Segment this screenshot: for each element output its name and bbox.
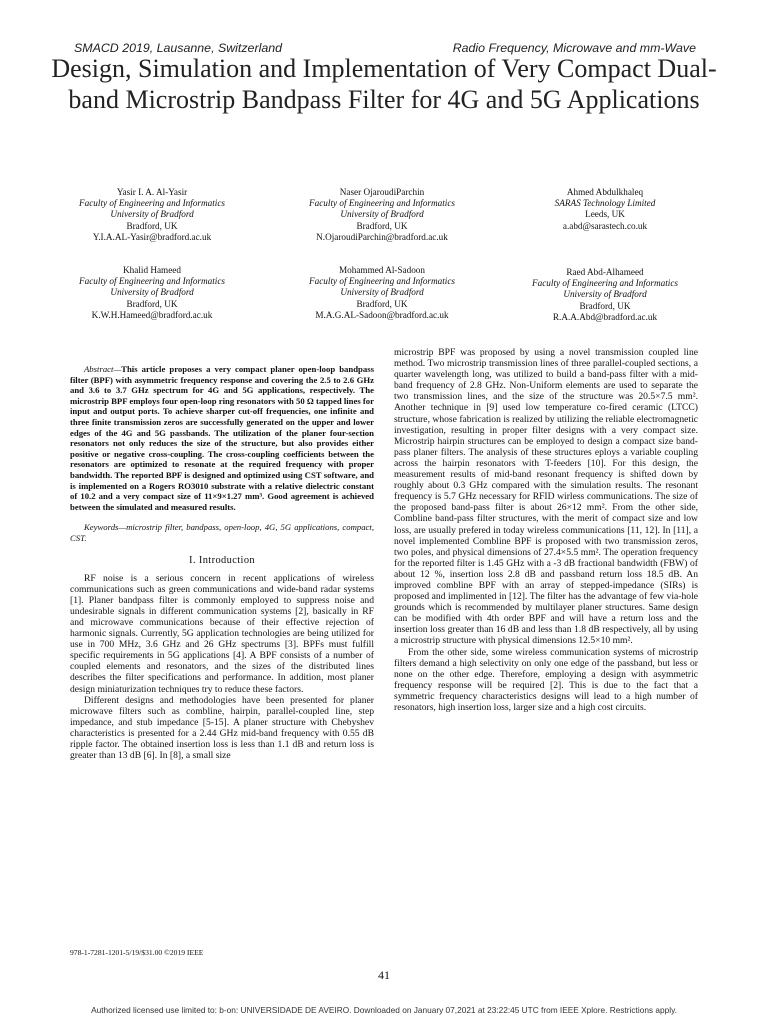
track-header: Radio Frequency, Microwave and mm-Wave xyxy=(452,41,696,55)
author-block xyxy=(282,187,482,243)
license-footer: Authorized licensed use limited to: b-on: UNIVERSIDADE DE AVEIRO. Downloaded on January 07,2021 at 23:22:45 UTC from IEEE Xplore. Restrictions apply. xyxy=(91,1005,677,1015)
author-affiliation: SARAS Technology Limited xyxy=(554,198,656,209)
author-org: University of Bradford xyxy=(340,287,424,298)
author-name: Yasir I. A. Al-Yasir xyxy=(116,187,188,197)
author-affiliation: Faculty of Engineering and Informatics xyxy=(79,276,225,287)
author-affiliation: Faculty of Engineering and Informatics xyxy=(79,198,225,209)
author-email: Y.I.A.AL-Yasir@bradford.ac.uk xyxy=(92,231,212,242)
author-location: Bradford, UK xyxy=(579,300,631,311)
abstract-lead: Abstract— xyxy=(84,364,122,374)
right-column xyxy=(394,347,698,713)
author-email: R.A.A.Abd@bradford.ac.uk xyxy=(552,311,658,322)
paragraph: Different designs and methodologies have been presented for planer microwave filters such as combline, hairpin, parallel-coupled line, step impedance, and stub impedance [5-15]. A planer structure with Chebyshev characteristics is presented for a 2.44 GHz mid-band frequency with 0.55 dB ripple factor. The obtained insertion loss is less than 1.1 dB and return loss is greater than 13 dB [6]. In [8], a small size xyxy=(70,694,374,762)
author-name: Raed Abd-Alhameed xyxy=(566,267,644,277)
author-email: K.W.H.Hameed@bradford.ac.uk xyxy=(91,309,213,320)
conference-header: SMACD 2019, Lausanne, Switzerland xyxy=(74,41,283,55)
author-org: University of Bradford xyxy=(110,209,194,220)
author-location: Bradford, UK xyxy=(356,298,408,309)
author-org: University of Bradford xyxy=(563,289,647,300)
author-location: Bradford, UK xyxy=(126,298,178,309)
keywords: Keywords—microstrip filter, bandpass, open-loop, 4G, 5G applications, compact, CST. xyxy=(70,522,374,543)
section-heading: I. Introduction xyxy=(188,554,256,566)
author-location: Leeds, UK xyxy=(585,209,625,220)
author-name: Khalid Hameed xyxy=(123,265,181,275)
author-email: a.abd@sarastech.co.uk xyxy=(562,220,648,231)
page-number: 41 xyxy=(378,968,390,982)
paragraph: microstrip BPF was proposed by using a novel transmission coupled line method. Two microstrip transmission lines of three parallel-coupled sections, a quarter wavelength long, was utilized to build a band-pass filter with a mid-band frequency of 2.8 GHz. Non-Uniform elements are used to separate the two transmission lines, and the size of the structure was 20.5×7.5 mm². Another technique in [9] used low temperature co-fired ceramic (LTCC) structure, whose fabrication is realized by utilizing the reliable electromagnetic investigation, resulting in proper filter designs with a very compact size. Microstrip hairpin structures can be employed to design a compact size band-pass planer filters. The analysis of these structures eploys a variable coupling across the hairpin resonators with T-feeders [10]. For this design, the measurement results of mid-band resonant frequency is shifted down by roughly about 0.3 GHz compared with the simulation results. The resonant frequency is 5.7 GHz necessary for RFID wirless communications. The size of the proposed band-pass filter is about 26×12 mm². From the other side, Combline band-pass filter structures, with the merit of compact size and low loss, are usually prefered in today wireless communications [11, 12]. In [11], a novel implemented Combline BPF is proposed with two transmission zeros, two poles, and physical dimensions of 27.4×5.5 mm². The operation frequency for the reported filter is 1.45 GHz with a -3 dB fractional bandwidth (FBW) of about 12 %, insertion loss 2.8 dB and passband return loss 18.5 dB. An improved combline BPF with an array of stepped-impedance (SIRs) is proposed and implimented in [12]. The filter has the advantage of few via-hole grounds which is recommended by multilayer planer structures. Same design can be modified with 4th order BPF and will have a return loss and the insertion loss greater than 16 dB and less than 1.8 dB respectively, all by using a microstrip structure with physical dimensions 12.5×10 mm². xyxy=(394,347,698,647)
author-org: University of Bradford xyxy=(110,287,194,298)
author-name: Ahmed Abdulkhaleq xyxy=(566,187,644,197)
author-affiliation: Faculty of Engineering and Informatics xyxy=(309,198,455,209)
paragraph: RF noise is a serious concern in recent applications of wireless communications such as green communications and wide-band radar systems [1]. Planer bandpass filter is commonly employed to suppress noise and undesirable signals in different communication systems [2], basically in RF and microwave communications because of their effective rejection of harmonic signals. Currently, 5G application technologies are being utilized for use in 700 MHz, 3.6 GHz and 26 GHz spectrums [3]. BPFs must fulfill specific requirements in 5G applications [4]. A BPF consists of a number of coupled elements and resonators, and the sizes of the distributed lines describes the filter specifications and performance. In addition, most planer design miniaturization techniques try to reduce these factors. xyxy=(70,572,374,695)
author-affiliation: Faculty of Engineering and Informatics xyxy=(532,278,678,289)
left-column xyxy=(70,364,374,761)
author-name: Mohammed Al-Sadoon xyxy=(339,265,425,275)
author-location: Bradford, UK xyxy=(126,220,178,231)
author-block xyxy=(52,187,252,243)
abstract-body: This article proposes a very compact planer open-loop bandpass filter (BPF) with asymmetric frequency response and covering the 2.5 to 2.6 GHz and 3.6 to 3.7 GHz spectrum for 4G and 5G applications, respectively. The microstrip BPF employs four open-loop ring resonators with 50 Ω tapped lines for input and output ports. To achieve sharper cut-off frequencies, one infinite and three finite transmission zeros are successfully generated on the upper and lower edges of the 4G and 5G passbands. The utilization of the planer four-section resonators not only reduces the size of the structure, but also provides either positive or negative cross-coupling. The cross-coupling coefficients between the resonators are optimized to resonate at the required frequency with proper bandwidth. The reported BPF is designed and optimized using CST software, and is implemented on a Rogers RO3010 substrate with a relative dielectric constant of 10.2 and a very compact size of 11×9×1.27 mm³. Good agreement is achieved between the simulated and measured results. xyxy=(70,364,374,512)
author-name: Naser OjaroudiParchin xyxy=(339,187,425,197)
author-location: Bradford, UK xyxy=(356,220,408,231)
author-block xyxy=(505,187,705,232)
author-email: M.A.G.AL-Sadoon@bradford.ac.uk xyxy=(315,309,449,320)
abstract xyxy=(70,364,374,512)
author-block xyxy=(505,267,705,323)
copyright-notice: 978-1-7281-1201-5/19/$31.00 ©2019 IEEE xyxy=(70,948,204,957)
author-email: N.OjaroudiParchin@bradford.ac.uk xyxy=(316,231,448,242)
author-block xyxy=(282,265,482,321)
author-block xyxy=(52,265,252,321)
author-affiliation: Faculty of Engineering and Informatics xyxy=(309,276,455,287)
paper-title: Design, Simulation and Implementation of Very Compact Dual-band Microstrip Bandpass Filter for 4G and 5G Applications xyxy=(51,54,717,114)
paragraph: From the other side, some wireless communication systems of microstrip filters demand a high selectivity on only one edge of the passband, but less or none on the other edge. Therefore, employing a design with asymmetric frequency response will be required [2]. This is due to the fact that a symmetric frequency characteristics designs will lead to a high number of resonators, high insertion loss, larger size and a high cost circuits. xyxy=(394,646,698,713)
author-org: University of Bradford xyxy=(340,209,424,220)
